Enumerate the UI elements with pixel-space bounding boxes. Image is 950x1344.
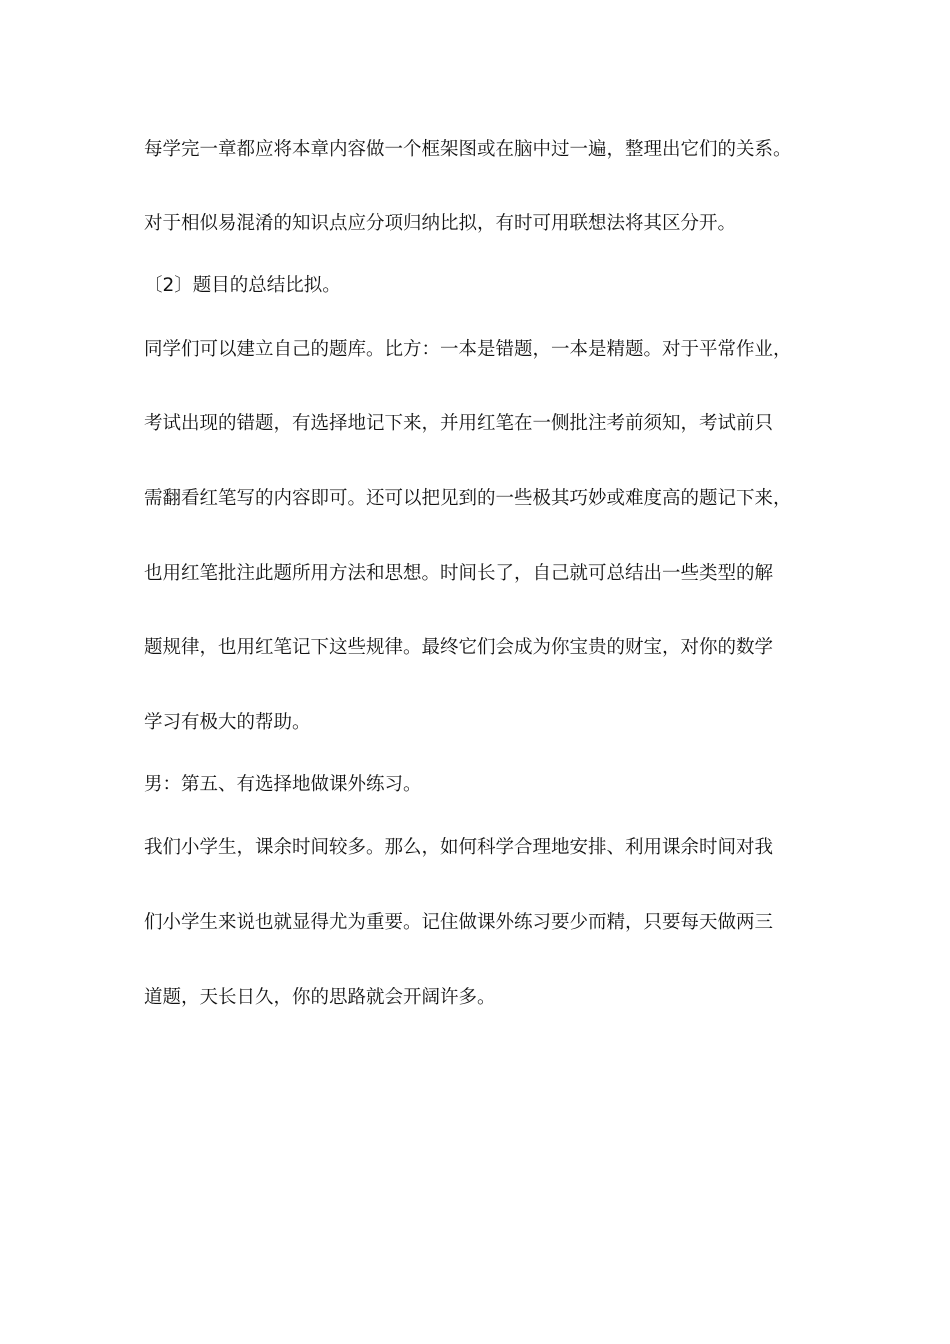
paragraph-line: 同学们可以建立自己的题库。比方：一本是错题，一本是精题。对于平常作业， (144, 339, 792, 360)
paragraph-line: 题规律，也用红笔记下这些规律。最终它们会成为你宝贵的财宝，对你的数学 (144, 637, 774, 658)
paragraph-line: 需翻看红笔写的内容即可。还可以把见到的一些极其巧妙或难度高的题记下来， (144, 488, 792, 509)
paragraph-line: 们小学生来说也就显得尤为重要。记住做课外练习要少而精，只要每天做两三 (144, 912, 774, 933)
paragraph-line: 我们小学生，课余时间较多。那么，如何科学合理地安排、利用课余时间对我 (144, 837, 774, 858)
paragraph-line: 也用红笔批注此题所用方法和思想。时间长了，自己就可总结出一些类型的解 (144, 563, 774, 584)
paragraph-line: 道题，天长日久，你的思路就会开阔许多。 (144, 987, 496, 1008)
section-heading: 〔2〕题目的总结比拟。 (144, 275, 341, 296)
paragraph-line: 学习有极大的帮助。 (144, 712, 311, 733)
speaker-heading: 男：第五、有选择地做课外练习。 (144, 774, 422, 795)
paragraph-line: 考试出现的错题，有选择地记下来，并用红笔在一侧批注考前须知，考试前只 (144, 413, 774, 434)
paragraph-line: 对于相似易混淆的知识点应分项归纳比拟，有时可用联想法将其区分开。 (144, 213, 737, 234)
paragraph-line: 每学完一章都应将本章内容做一个框架图或在脑中过一遍，整理出它们的关系。 (144, 139, 792, 160)
